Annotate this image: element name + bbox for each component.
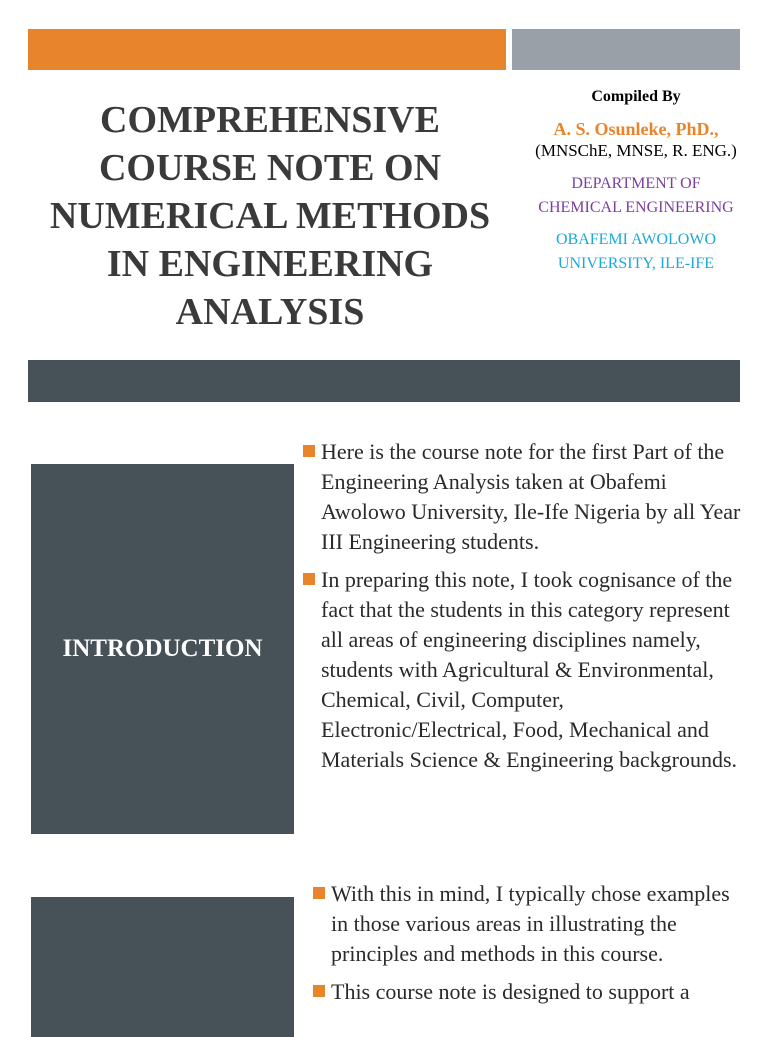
author-name: A. S. Osunleke, PhD., xyxy=(553,119,719,139)
introduction-bullet-list xyxy=(301,437,751,783)
title-line: NUMERICAL METHODS xyxy=(49,195,491,237)
bullet-text: With this in mind, I typically chose examples in those various areas in illustrating the principles and methods in this course. xyxy=(331,881,730,966)
second-bullet-list xyxy=(311,879,751,1015)
bullet-text: In preparing this note, I took cognisance of the fact that the students in this category represent all areas of engineering disciplines namely, students with Agricultural & Environmental, Chemical, Civil, Computer, Electronic/Electrical, Food, Mechanical and Materials Science & Engineering backgrounds. xyxy=(321,567,738,772)
author-credentials: (MNSChE, MNSE, R. ENG.) xyxy=(535,141,737,160)
document-title xyxy=(28,96,512,336)
second-panel xyxy=(31,897,294,1037)
university-name: OBAFEMI AWOLOWO UNIVERSITY, ILE-IFE xyxy=(555,231,717,272)
title-line: ANALYSIS xyxy=(175,291,365,333)
introduction-heading: INTRODUCTION xyxy=(62,635,263,662)
list-item xyxy=(301,437,751,557)
title-line: COMPREHENSIVE xyxy=(100,99,440,141)
list-item xyxy=(311,977,751,1007)
credits-block xyxy=(512,86,760,276)
square-bullet-icon xyxy=(313,985,325,997)
bullet-text: This course note is designed to support a xyxy=(331,979,690,1004)
header-accent-bar xyxy=(28,29,506,70)
title-line: IN ENGINEERING xyxy=(106,243,434,285)
compiled-by-label: Compiled By xyxy=(591,88,681,105)
bullet-text: Here is the course note for the first Part of the Engineering Analysis taken at Obafemi Awolowo University, Ile-Ife Nigeria by all Year III Engineering students. xyxy=(321,439,741,554)
section-divider-bar xyxy=(28,360,740,402)
department-name: DEPARTMENT OF CHEMICAL ENGINEERING xyxy=(538,175,734,216)
square-bullet-icon xyxy=(303,445,315,457)
list-item xyxy=(311,879,751,969)
list-item xyxy=(301,565,751,775)
square-bullet-icon xyxy=(313,887,325,899)
square-bullet-icon xyxy=(303,573,315,585)
title-line: COURSE NOTE ON xyxy=(98,147,442,189)
header-side-bar xyxy=(512,29,740,70)
introduction-panel xyxy=(31,464,294,834)
